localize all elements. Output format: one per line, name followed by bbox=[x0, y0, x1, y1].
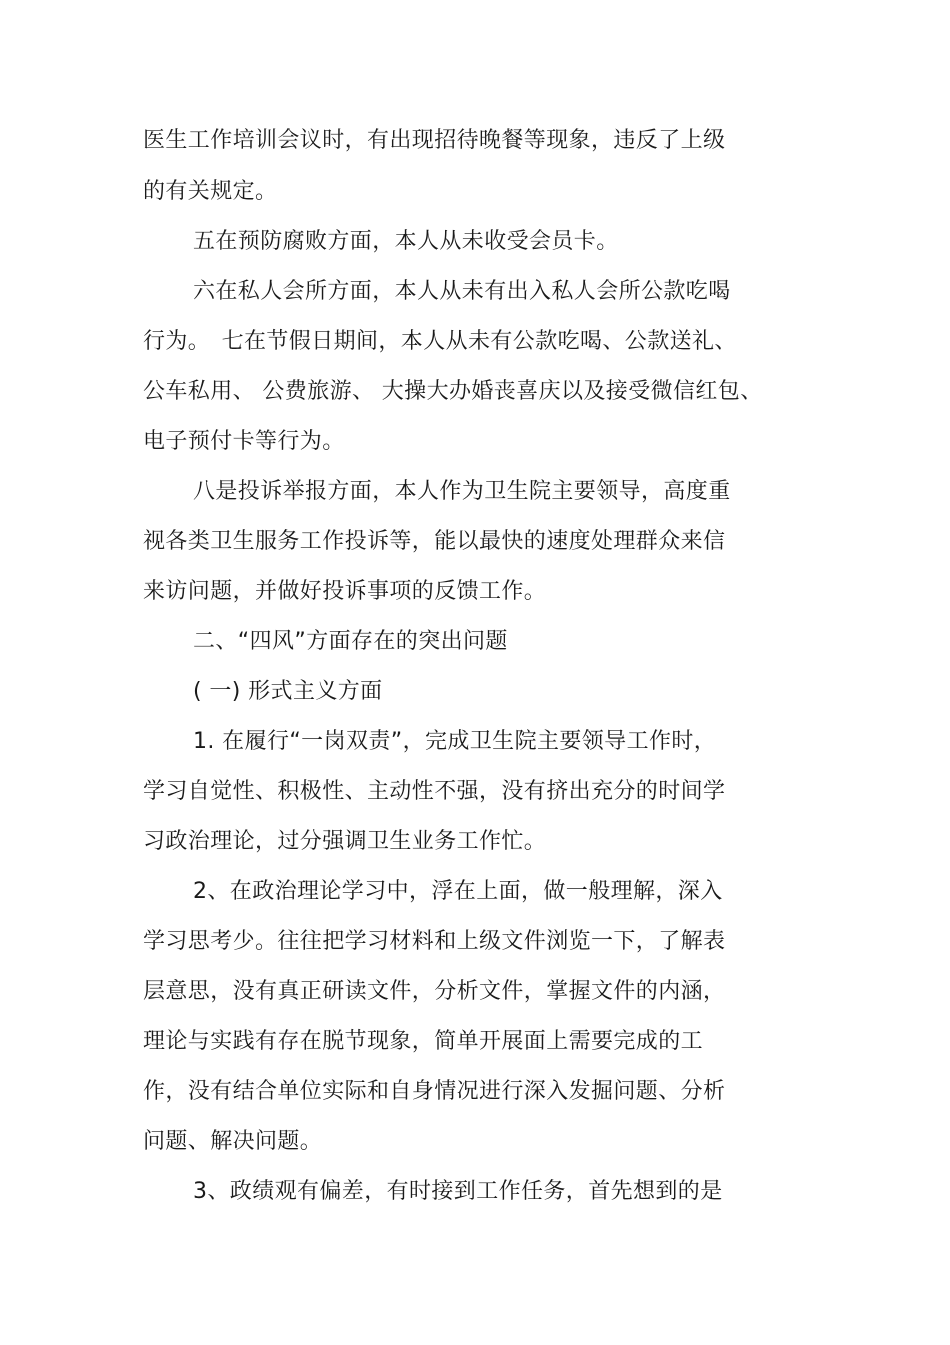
text-line: 习政治理论，过分强调卫生业务工作忙。 bbox=[143, 829, 547, 854]
text-line: 学习自觉性、积极性、主动性不强，没有挤出充分的时间学 bbox=[143, 779, 726, 804]
text-line: 层意思，没有真正研读文件，分析文件，掌握文件的内涵， bbox=[143, 979, 726, 1004]
text-line: 公车私用、 公费旅游、 大操大办婚丧喜庆以及接受微信红包、 bbox=[143, 379, 763, 404]
text-line: 的有关规定。 bbox=[143, 179, 278, 204]
paragraph-start: 1. 在履行“一岗双责”，完成卫生院主要领导工作时， bbox=[193, 729, 717, 754]
text-line: 理论与实践有存在脱节现象，简单开展面上需要完成的工 bbox=[143, 1029, 704, 1054]
text-line: 问题、解决问题。 bbox=[143, 1129, 323, 1154]
text-line: 电子预付卡等行为。 bbox=[143, 429, 345, 454]
text-line: 作，没有结合单位实际和自身情况进行深入发掘问题、分析 bbox=[143, 1079, 726, 1104]
text-line: 医生工作培训会议时，有出现招待晚餐等现象，违反了上级 bbox=[143, 128, 726, 153]
text-line: 来访问题，并做好投诉事项的反馈工作。 bbox=[143, 579, 547, 604]
text-line: 行为。 七在节假日期间，本人从未有公款吃喝、公款送礼、 bbox=[143, 329, 737, 354]
text-line: 视各类卫生服务工作投诉等，能以最快的速度处理群众来信 bbox=[143, 529, 726, 554]
paragraph-start: 2、在政治理论学习中，浮在上面，做一般理解，深入 bbox=[193, 879, 723, 904]
subsection-heading: ( 一) 形式主义方面 bbox=[193, 679, 383, 704]
paragraph-start: 六在私人会所方面，本人从未有出入私人会所公款吃喝 bbox=[193, 279, 731, 304]
paragraph-start: 八是投诉举报方面，本人作为卫生院主要领导，高度重 bbox=[193, 479, 731, 504]
text-line: 学习思考少。往往把学习材料和上级文件浏览一下，了解表 bbox=[143, 929, 726, 954]
paragraph-start: 五在预防腐败方面，本人从未收受会员卡。 bbox=[193, 229, 619, 254]
paragraph-start: 3、政绩观有偏差，有时接到工作任务，首先想到的是 bbox=[193, 1179, 723, 1204]
section-heading: 二、“四风”方面存在的突出问题 bbox=[193, 629, 508, 654]
